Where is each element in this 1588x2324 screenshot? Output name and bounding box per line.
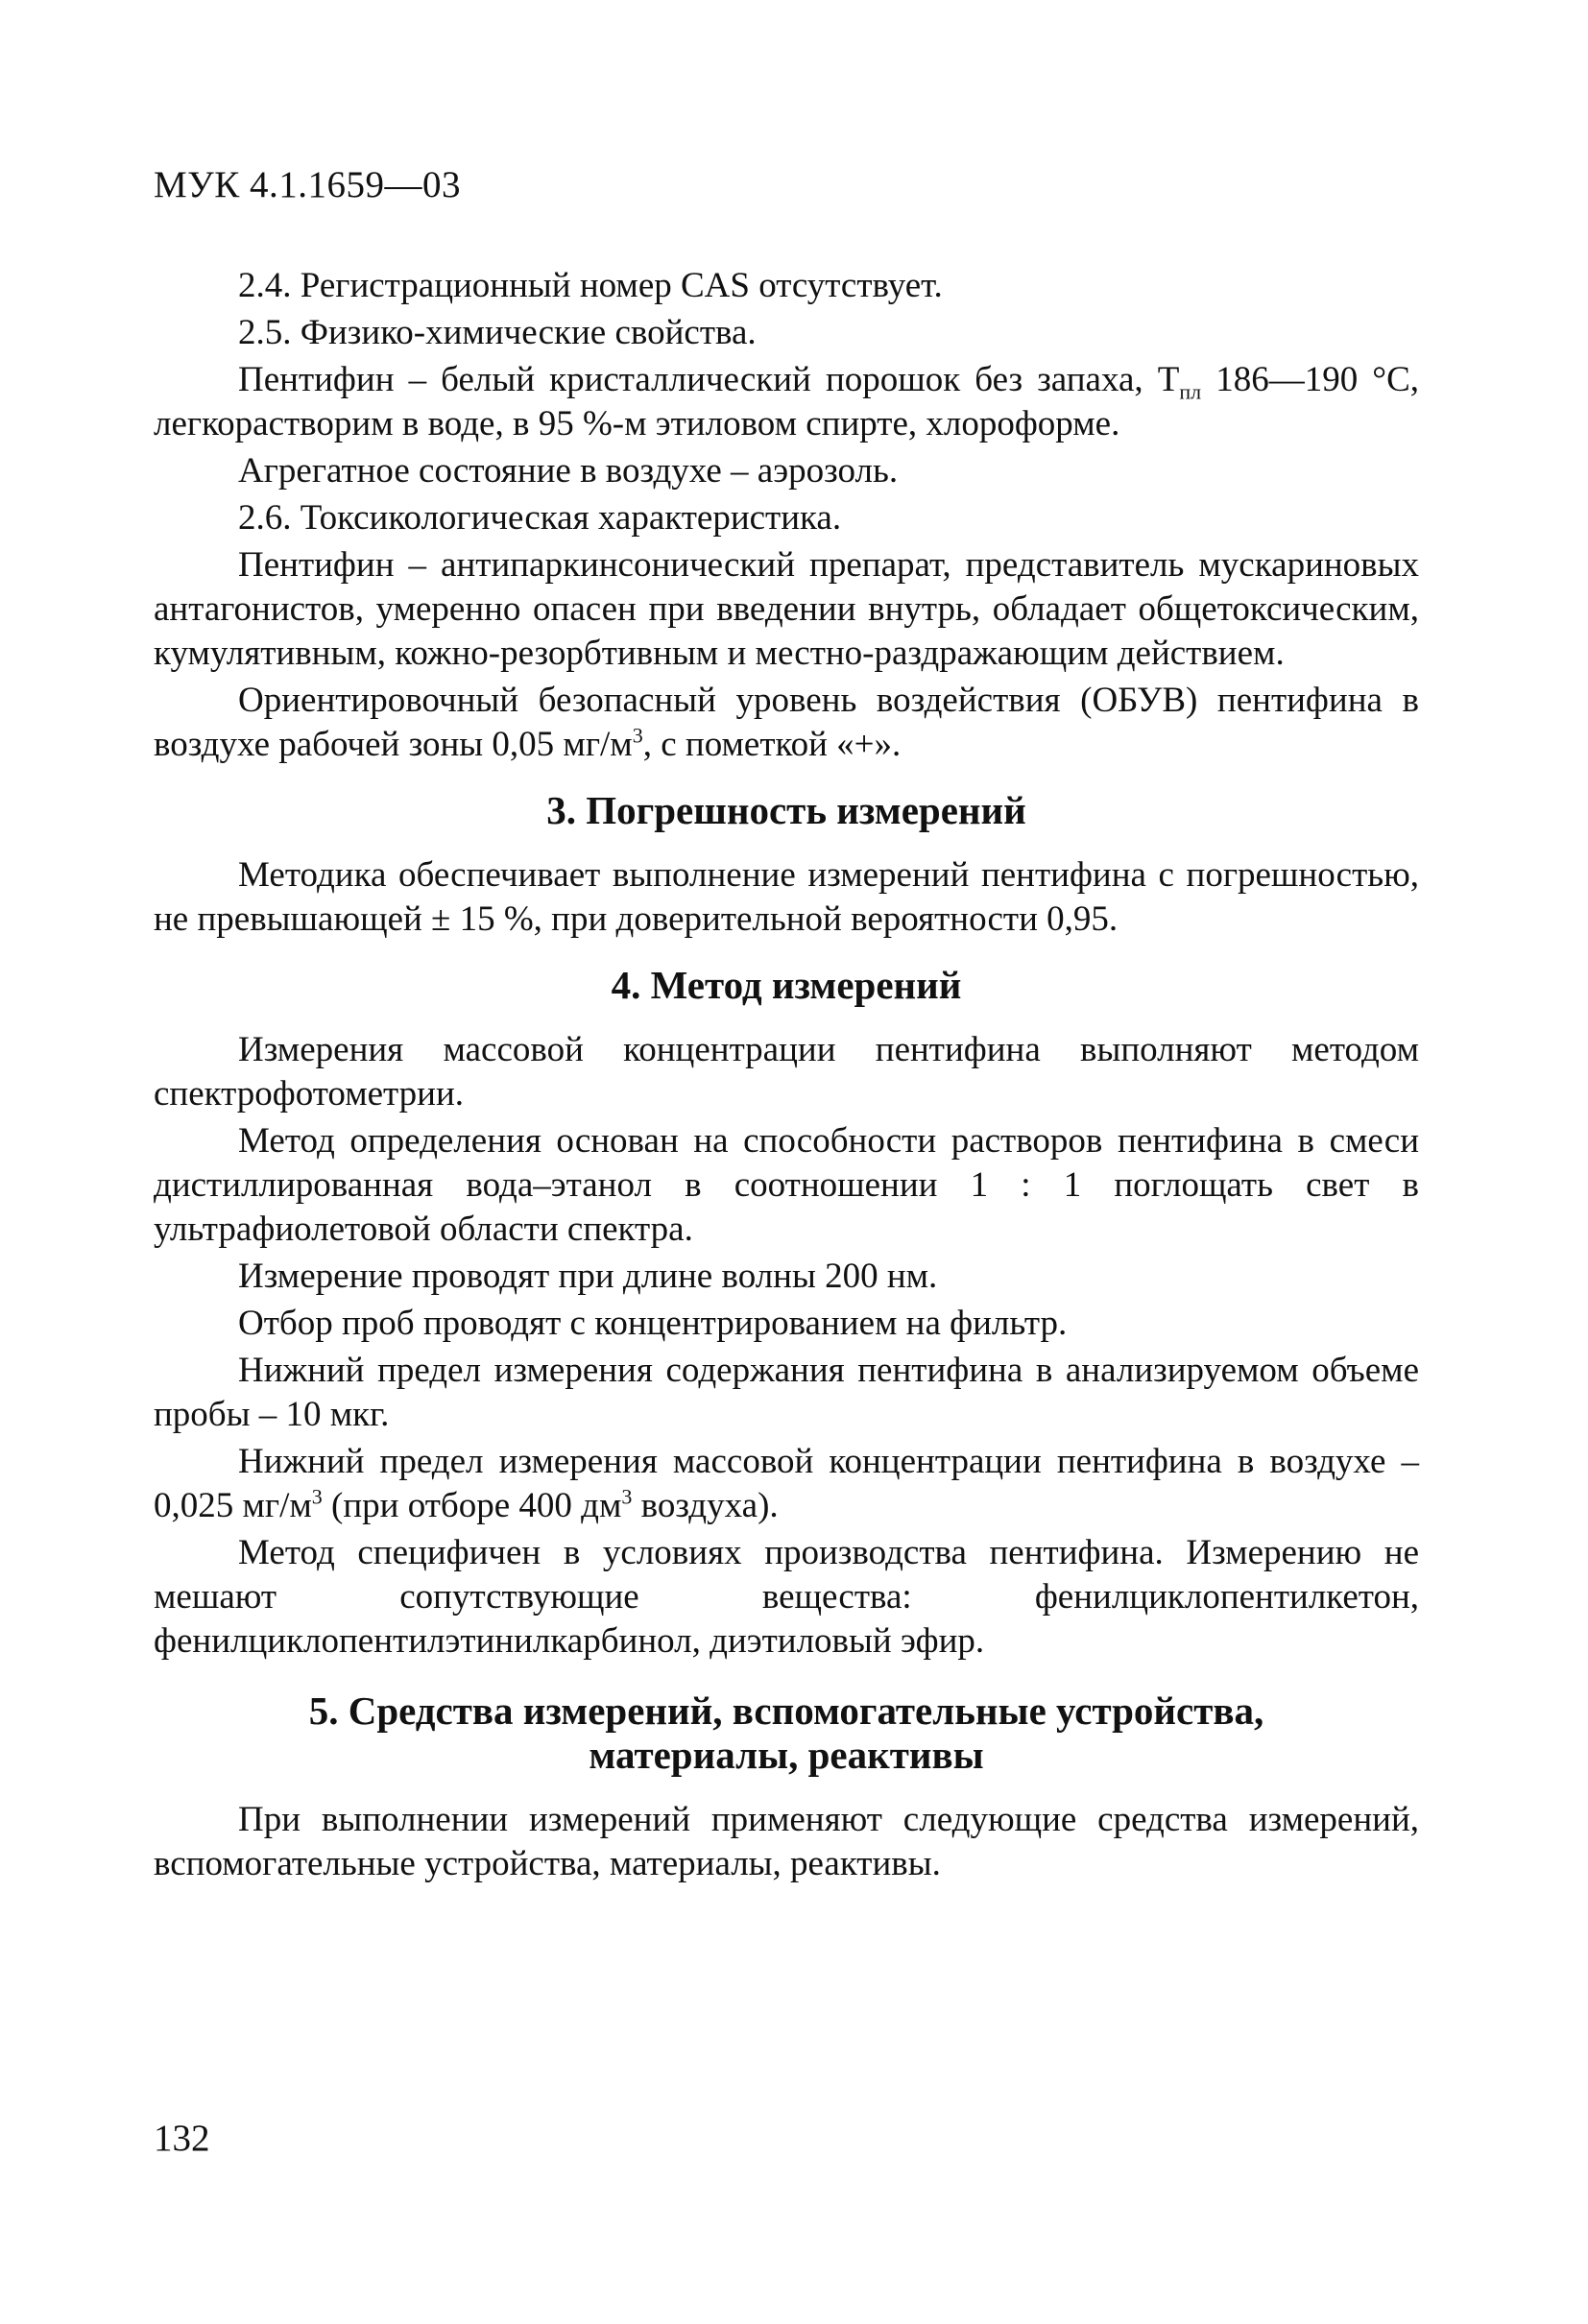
paragraph-obuv <box>154 679 1419 767</box>
paragraph-aggregate-state: Агрегатное состояние в воздухе – аэрозоль. <box>238 451 899 491</box>
section-3-heading: 3. Погрешность измерений <box>546 788 1026 832</box>
paragraph-method-2: Метод определения основан на способности растворов пентифина в смеси дистиллированная вода–этанол в соотношении 1 : 1 поглощать свет в ультрафиолетовой области спектра. <box>154 1121 1419 1249</box>
paragraph-physical-properties <box>154 358 1419 446</box>
paragraph-method-1: Измерения массовой концентрации пентифина выполняют методом спектрофотометрии. <box>154 1030 1419 1114</box>
paragraph-2-5: 2.5. Физико-химические свойства. <box>238 313 757 352</box>
paragraph-method-6 <box>154 1440 1419 1528</box>
obuv-superscript: 3 <box>632 723 643 748</box>
method6-text-a: Нижний предел измерения массовой концентрации пентифина в воздухе – 0,025 мг/м <box>154 1442 1419 1525</box>
section-5-heading-line-1: 5. Средства измерений, вспомогательные устройства, <box>308 1689 1264 1733</box>
section-5-heading-line-2: материалы, реактивы <box>589 1733 984 1777</box>
paragraph-method-4: Отбор проб проводят с концентрированием на фильтр. <box>238 1304 1068 1343</box>
paragraph-method-3: Измерение проводят при длине волны 200 нм. <box>238 1257 938 1296</box>
page-body <box>154 264 1419 1889</box>
paragraph-2-4: 2.4. Регистрационный номер CAS отсутствует. <box>238 266 943 305</box>
paragraph-error: Методика обеспечивает выполнение измерений пентифина с погрешностью, не превышающей ± 15 %, при доверительной вероятности 0,95. <box>154 855 1419 939</box>
obuv-text-a: Ориентировочный безопасный уровень воздействия (ОБУВ) пентифина в воздухе рабочей зоны 0,05 мг/м <box>154 681 1419 764</box>
method6-superscript-2: 3 <box>621 1484 633 1509</box>
section-4-heading: 4. Метод измерений <box>611 963 962 1007</box>
melting-subscript: пл <box>1179 379 1202 404</box>
paragraph-method-5: Нижний предел измерения содержания пентифина в анализируемом объеме пробы – 10 мкг. <box>154 1351 1419 1434</box>
paragraph-toxicology: Пентифин – антипаркинсонический препарат, представитель мускариновых антагонистов, умеренно опасен при введении внутрь, обладает общетоксическим, кумулятивным, кожно-резорбтивным и местно-раздражающим действием. <box>154 545 1419 673</box>
document-code-header: МУК 4.1.1659—03 <box>154 164 462 205</box>
method6-superscript-1: 3 <box>311 1484 323 1509</box>
section-5-heading <box>154 1689 1419 1777</box>
page-number: 132 <box>154 2118 210 2159</box>
properties-text-b: 186—190 °С, легкорастворим в воде, в 95 %-м этиловом спирте, хлороформе. <box>154 360 1419 443</box>
method6-text-c: воздуха). <box>632 1486 779 1525</box>
paragraph-2-6: 2.6. Токсикологическая характеристика. <box>238 498 842 538</box>
obuv-text-b: , с пометкой «+». <box>642 725 902 764</box>
method6-text-b: (при отборе 400 дм <box>322 1486 622 1525</box>
properties-text-a: Пентифин – белый кристаллический порошок без запаха, Т <box>238 360 1180 399</box>
paragraph-means: При выполнении измерений применяют следующие средства измерений, вспомогательные устройства, материалы, реактивы. <box>154 1800 1419 1883</box>
paragraph-method-7: Метод специфичен в условиях производства пентифина. Измерению не мешают сопутствующие вещества: фенилциклопентилкетон, фенилциклопентилэтинилкарбинол, диэтиловый эфир. <box>154 1533 1419 1661</box>
